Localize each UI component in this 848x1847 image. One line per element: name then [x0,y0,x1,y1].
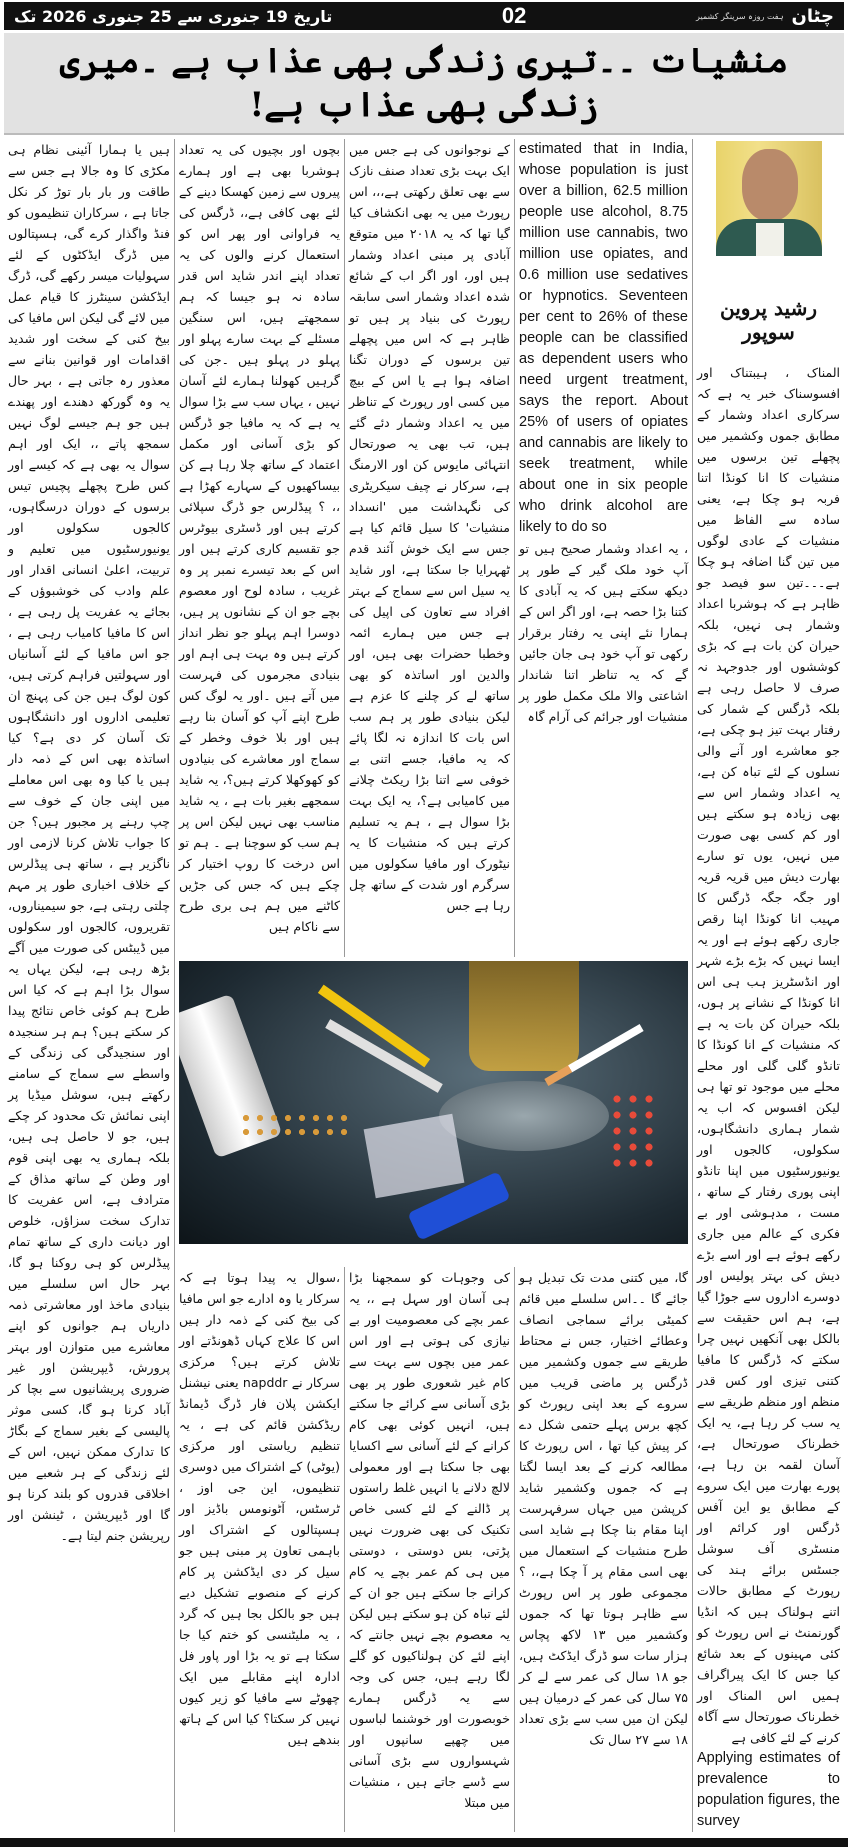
column-2-text-top: ، یہ اعداد وشمار صحیح ہیں تو آپ خود ملک گیر کے طور پر دیکھ سکتے ہیں کہ یہ آبادی کا کتنا بڑا حصہ ہے، اور اگر اس کے ہمارا نئے اپنی یہ رفتار برقرار رکھی تو آپ خود ہی جان جائیں گے کہ یہ تناظر اتنا شاندار اشاعتی والا ملک مکمل طور پر منشیات اور جرائم کی آرام گاہ [519,541,688,725]
issue-date: تاریخ 19 جنوری سے 25 جنوری 2026 تک [14,6,333,26]
masthead [696,6,834,27]
author-shirt [756,223,784,256]
column-2-english: estimated that in India, whose population is just over a billion, 62.5 million people use alcohol, 8.75 million use cannabis, two million use opiates, and 0.6 million use sedatives or hypnotics. Seventeen per cent to 26% of these people can be classified as dependent users who need urgent treatment, says the report. About 25% of users of opiates and cannabis are likely to seek treatment, while about one in six people who drink alcohol are likely to do so [519,141,688,536]
article-headline: منشیات ۔۔تیری زندگی بھی عذاب ہے ۔میری زندگی بھی عذاب ہے! [4,33,844,135]
article-body [4,139,844,1832]
column-5-text: ہیں یا ہمارا آئینی نظام ہی مکڑی کا وہ جالا ہے جس سے طاقت ور بار بار توڑ کر نکل جاتا ہے ، سرکاران تنظیموں کو فنڈ واگذار کرے گی، ہسپتالوں میں ڈرگ ایڈکٹوں کے لئے سہولیات میسر رکھے گی، ڈرگ ایڈکشن سینٹرز کا قیام عمل میں لائے گی لیکن اس مافیا کی بیخ کنی کے سخت اور شدید اقدامات اور قوانین بنانے سے معذور رہ جاتی ہے ، بہر حال یہ وہ گورکھ دھندے اور پھندے ہیں جو ہم جیسے لوگ نہیں سمجھ پاتے ،، ایک اور اہم سوال یہ بھی ہے کہ کیسے اور کس طرح پچھلے پچیس تیس برسوں کے دوران درسگاہوں، کالجوں سکولوں اور یونیورسٹیوں میں تعلیم و تربیت، اعلیٰ انسانی اقدار اور علم وادب کی خوشبوؤں کے بجائے یہ عفریت پل رہی ہے ، اس کا مافیا کامیاب رہی ہے ، جو اس مافیا کے لئے آسانیاں اور سہولتیں فراہم کرتی ہیں، کون لوگ ہیں جن کی پہنچ ان تعلیمی اداروں اور دانشگاہوں تک آسان کر دی ہے؟ کیا اساتذہ بھی اس کے ذمہ دار ہیں یا کیا وہ بھی اس معاملے میں اپنی جان کے خوف سے چپ رہنے پر مجبور ہیں؟ جن کا جواب تلاش کرنا لازمی اور ناگزیر ہے ، ساتھ ہی پیڈلرس کے خلاف اخباری طور پر مہم چلتی رہتی ہے، جو سیمیناروں، تقریروں، کالجوں اور سکولوں میں ڈیبٹس کی صورت میں آگے بڑھ رہی ہے، لیکن یہاں یہ سوال بڑا اہم ہے کہ کیا اس طرح ہم کوئی خاص نتائج پیدا کر سکتے ہیں؟ ہم ہر سنجیدہ اور سنجیدگی کی زندگی کے واسطے سے سماج کے سامنے رکھتے ہیں، سوشل میڈیا پر اپنی نمائش تک محدود کر چکے ہیں، جو لا حاصل ہی ہیں، بلکہ ہماری یہ بھی اپنی قوم اور وطن کے ساتھ مذاق کے مترادف ہے، اس عفریت کا تدارک سخت سزاؤں، خلوص اور دیانت داری کے ساتھ تمام پیڈلرس کو ہی روکنا ہو گا، بہر حال اس سلسلے میں بنیادی ماخذ اور معاشرتی ذمہ داریاں ہم جوانوں کو اپنے معاشرے میں متوازن اور بہتر پرورش، ڈیپریشن اور غیر ضروری پریشانیوں سے بچا کر آباد کرنا ہو گا، کسی موثر پالیسی کے بغیر سماج کے بگاڑ کا تدارک ممکن نہیں، اس کے لئے زندگی کے ہر شعبے میں اخلاقی قدروں کو بلند کرنا ہو گا اور ڈیپریشن ، ٹینشن اور رپریشن جنم لیتا ہے۔ [8,142,170,1544]
powder-bag [364,1113,465,1198]
column-1-english: Applying estimates of prevalence to population figures, the survey [697,1750,840,1830]
author-byline: رشید پروین سوپور [720,296,817,345]
liquor-glass [469,961,579,1071]
ashtray [439,1081,609,1151]
column-4-text-bottom: ،سوال یہ پیدا ہوتا ہے کہ سرکار یا وہ ادارے جو اس مافیا کی بیخ کنی کے ذمہ دار ہیں اس کا علاج کہاں ڈھونڈتے اور تلاش کرتے ہیں؟ مرکزی سرکار نے napddr یعنی نیشنل ایکشن پلان فار ڈرگ ڈیمانڈ ریڈکشن قائم کی ہے ، یہ تنظیم ریاستی اور مرکزی (یوٹی) کے اشتراک میں دوسری تنظیموں، این جی اوز ، ٹرسٹس، آٹونومس باڈیز اور ہسپتالوں کے اشتراک اور باہمی تعاون پر مبنی ہیں جو سیل کر دی ایڈکشن پر کام کرنے کے منصوبے تشکیل دیے ہیں جو بالکل بجا ہیں کہ گرد ، یہ ملیٹنسی کو ختم کیا جا سکتا ہے تو یہ بڑا اور پاور فل ادارہ اپنے مقابلے میں ایک چھوٹے سے مافیا کو زیر کیوں نہیں کر سکتا؟ کیا اس کے ہاتھ بندھے ہیں [174,1267,344,1832]
column-2-text-bottom: گا، میں کتنی مدت تک تبدیل ہو جائے گا ۔۔اس سلسلے میں قائم کمیٹی برائے سماجی انصاف وعطائے اختیار، جس نے محتاط طریقے سے جموں وکشمیر میں ڈرگس پر ماضی قریب میں سروے کے بعد اپنی رپورٹ کو کچھ برس پہلے حتمی شکل دے کر پیش کیا تھا ، اس رپورٹ کا مطالعہ کرنے کے بعد ایسا لگتا ہے کہ جموں وکشمیر شاید کرپشن میں جہاں سرفہرست اپنا مقام بنا چکا ہے شاید اسی طرح منشیات کے استعمال میں بھی اسی مقام پر آ چکا ہے،، ؟ مجموعی طور پر اس رپورٹ سے ظاہر ہوتا تھا کہ جموں وکشمیر میں ۱۳ لاکھ پچاس ہزار سات سو ڈرگ ایڈکٹ ہیں، جو ۱۸ سال کی عمر سے لے کر ۷۵ سال کی عمر کے درمیان ہیں لیکن ان میں سب سے بڑی تعداد ۱۸ سے ۲۷ سال تک [514,1267,692,1832]
column-4-text-top: بچوں اور بچیوں کی یہ تعداد ہوشربا بھی ہے اور ہمارے پیروں سے زمین کھسکا دینے کے لئے بھی کافی ہے،، ڈرگس کی یہ فراوانی اور پھر اس کو استعمال کرنے والوں کی یہ تعداد اپنے اندر شاید اس قدر سادہ نہ ہو جیسا کہ ہم سمجھتے ہیں، اس سنگین مسئلے کے بہت سارے پہلو اور پہلو در پہلو ہیں ۔جن کی گرہیں کھولنا ہمارے لئے آسان نہیں ، یہاں سب سے بڑا سوال یہ ہے کہ یہ مافیا جو ڈرگس کو بڑی آسانی اور مکمل اعتماد کے ساتھ چلا رہا ہے کن بیساکھیوں کے سہارے کھڑا ہے ،، ؟ پیڈلرس جو ڈرگ سپلائی کرتے ہیں اور ڈسٹری بیوٹرس جو تقسیم کاری کرتے ہیں اور اس کے بعد تیسرے نمبر پر وہ غریب ، سادہ لوح اور معصوم بچے جو ان کے نشانوں پر ہیں، دوسرا اہم پہلو جو نظر انداز کرتے ہیں وہ بہت ہی اہم اور بنیادی مجرموں کی فہرست میں آتے ہیں ۔اور یہ لوگ کس طرح اپنے آپ کو آسان بنا رہے ہیں اور بلا خوف وخطر کے سماج اور معاشرے کی بنیادوں کو کھوکھلا کرتے ہیں؟، یہ شاید سمجھے بغیر بات ہے ، یہ شاید مناسب بھی نہیں لیکن اس پر ہم سب کو سوچنا ہے ۔ ہم تو اس درخت کا روپ اختیار کر چکے ہیں کہ جس کی جڑیں کاٹنے میں ہم ہی بری طرح سے ناکام ہیں [174,139,344,956]
column-1-text: المناک ، ہیبتناک اور افسوسناک خبر یہ ہے کہ سرکاری اعداد وشمار کے مطابق جموں وکشمیر میں پچھلے تین برسوں میں منشیات کا انا کونڈا اتنا فربہ ہو چکا ہے، یعنی سادہ سے الفاظ میں منشیات کے عادی لوگوں میں تین گنا اضافہ ہو چکا ہے۔۔۔تین سو فیصد جو ظاہر ہے کہ ہوشربا اعداد وشمار ہی نہیں، بلکہ حیران کن بات ہے کہ بڑی کوششوں اور جدوجہد نہ صرف لا حاصل رہی ہے بلکہ ڈرگس کے شمار کی رفتار بہت تیز ہو چکی ہے، جو معاشرے اور آنے والی نسلوں کے لئے تباہ کن ہے، یہ اعداد وشمار اس سے بھی زیادہ ہو سکتے ہیں اور کم کسی بھی صورت میں نہیں، یوں تو سارے بھارت دیش میں قریہ قریہ اور جگہ جگہ ڈرگس کا مہیب انا کونڈا اپنا رقص جاری رکھے ہوئے ہے اور یہ ایسا نہیں کہ بڑے بڑے شہر اور انڈسٹریز ہب ہی اس انا کونڈا کے نشانے پر ہوں، بلکہ حیران کن بات یہ ہے کہ منشیات کے انا کونڈا کا تانڈو گلی گلی اور محلے محلے میں موجود تو تھا ہی لیکن افسوس کہ اب یہ شمار ہماری دانشگاہوں، سکولوں، کالجوں اور یونیورسٹیوں میں اپنا تانڈو اپنی پوری رفتار کے ساتھ ، مست ، مدہوشی اور بے فکری کے عالم میں جاری رکھے ہوئے ہے اور اسے بڑے دیش کی بہتر پولیس اور دوسرے اداروں سے جوڑا گیا ہے، ہم اس حقیقت سے بالکل بھی آنکھیں نہیں چرا سکتے کہ ڈرگس کا مافیا کتنی تیزی اور کس قدر منظم اور منظم طریقے سے یہ سب کر رہا ہے، یہ ایک خطرناک صورتحال ہے، آسان لقمہ بن رہا ہے، پورے بھارت میں ایک سروے کے مطابق یو این آفس ڈرگس اور کرائم اور منسٹری آف سوشل جسٹس برائے ہند کی رپورٹ کے مطابق حالات اتنے ہولناک ہیں کہ انڈیا گورنمنٹ نے اس رپورٹ کو کئی مہینوں کے بعد شائع کیا جس کا ایک پیراگراف ہمیں اس المناک اور خطرناک صورتحال سے آگاہ کرنے کے لئے کافی ہے [697,365,840,1746]
pills [239,1111,349,1141]
page-header [4,2,844,30]
footer-bar [0,1838,848,1847]
column-3-text-top: کے نوجوانوں کی ہے جس میں ایک بہت بڑی تعداد صنف نازک سے بھی تعلق رکھتی ہے،،، اس رپورٹ میں یہ بھی انکشاف کیا گیا تھا کہ یہ ۲۰۱۸ میں متوقع آبادی پر مبنی اعداد وشمار ہیں اور، اور اگر اب کے شائع شدہ اعداد وشمار اسی سابقہ رپورٹ کی بنیاد پر ہیں تو ظاہر ہے کہ اس میں پچھلے تین برسوں کے دوران تگنا اضافہ ہوا ہے یا اس کے بیچ میں کسی اور رپورٹ کے تناظر میں یہ اعداد وشمار دئے گئے ہیں، تب بھی یہ صورتحال انتہائی مایوس کن اور الارمنگ ہے، سرکار نے چیف سیکریٹری کی نگہداشت میں 'انسداد منشیات' کا سیل قائم کیا ہے جس سے ایک خوش آئند قدم ٹھہرایا جا سکتا ہے، اور شاید یہ سیل اس سے سماج کے بہتر افراد سے تعاون کی اپیل کی ہے جس میں ہمارے ائمہ وخطبا حضرات بھی ہیں، اور والدین اور اساتذہ کو بھی ساتھ لے کر چلنے کا عزم ہے لیکن بنیادی طور پر ہم سب اس بات کا اندازہ نہ لگا پائے کہ یہ مافیا، جسے اتنی بے خوفی سے اتنا بڑا ریکٹ چلانے میں کامیابی ہے؟، یہ ایک بہت بڑا سوال ہے ، ہم یہ تسلیم کرتے ہیں کہ منشیات کا یہ نیٹورک اور مافیا سکولوں میں سرگرم اور شدت کے ساتھ چل رہا ہے جس [344,139,514,956]
drugs-illustration [179,961,688,1244]
capsules [609,1091,659,1171]
column-1 [692,139,844,1832]
illustration-cell [174,957,692,1267]
author-face [742,149,798,221]
newspaper-logo: چٹان [791,5,834,27]
column-3-text-bottom: کی وجوہات کو سمجھنا بڑا ہی آسان اور سہل ہے ،، یہ عمر بچے کی معصومیت اور بے نیازی کی ہوتی ہے اور اس عمر میں بچوں سے بہت سے کام غیر شعوری طور پر بھی بڑی آسانی سے کرائے جا سکتے ہیں، انہیں کوئی بھی کام کرانے کے لئے آسانی سے اکسایا بھی جا سکتا ہے اور معمولی لالچ دلانے یا انہیں غلط راستوں پر ڈالنے کے لئے کسی خاص تکنیک کی بھی ضرورت نہیں پڑتی، بس دوستی ، دوستی میں ہی کم عمر بچے یہ کام کرانے جا سکتے ہیں جو ان کے لئے تباہ کن ہو سکتے ہیں لیکن یہ معصوم بچے نہیں جانتے کہ اپنے لئے کن ہولناکیوں کو گلے لگا رہے ہیں، جس کی وجہ سے یہ ڈرگس ہمارے خوبصورت اور خوشنما لباسوں میں چھپے سانپوں اور شہسواروں سے بڑی آسانی سے ڈسے جاتے ہیں ، منشیات میں مبتلا [344,1267,514,1832]
page-number: 02 [501,3,527,28]
author-photo [716,141,822,256]
column-2-top [514,139,692,956]
masthead-tagline: ہفت روزہ سرینگر کشمیر [696,11,784,21]
